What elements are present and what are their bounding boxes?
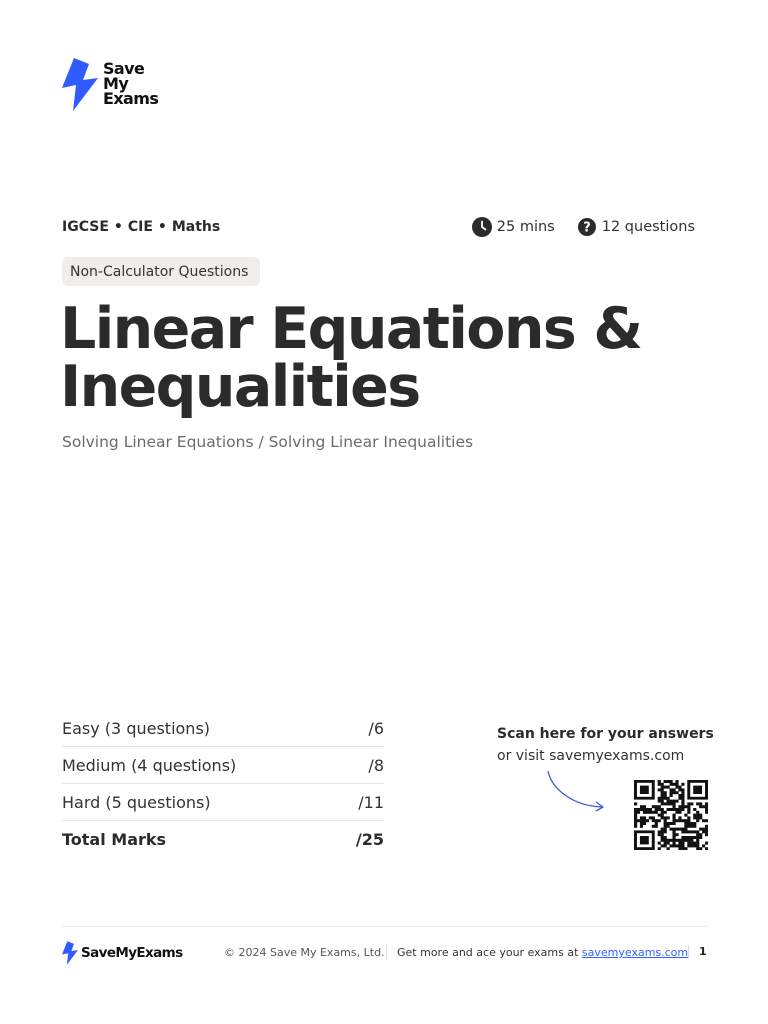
footer-divider (62, 926, 708, 927)
wordmark-line: My (103, 74, 129, 93)
answers-callout (497, 723, 714, 767)
question-type-chip: Non-Calculator Questions (62, 257, 260, 286)
marks-row-medium (62, 747, 384, 784)
curved-arrow-icon (544, 768, 608, 814)
marks-row-easy (62, 710, 384, 747)
course-breadcrumb (62, 219, 220, 235)
footer-separator (688, 945, 689, 959)
svg-text:?: ? (582, 220, 591, 236)
lightning-bolt-icon (62, 941, 78, 965)
question-count-info (577, 217, 695, 237)
page-number: 1 (699, 945, 707, 958)
subject-label: Maths (171, 219, 221, 235)
duration-text: 25 mins (496, 219, 555, 235)
footer-cta-text: Get more and ace your exams at (397, 946, 582, 959)
level-label: IGCSE (62, 219, 109, 235)
answers-subtext: or visit savemyexams.com (497, 748, 685, 764)
marks-label: Medium (4 questions) (62, 755, 237, 775)
title-line: Inequalities (60, 354, 420, 420)
marks-row-hard (62, 784, 384, 821)
footer-wordmark: SaveMyExams (81, 945, 183, 961)
duration-info (472, 217, 555, 237)
marks-label: Easy (3 questions) (62, 718, 211, 738)
title-line: Linear Equations & (60, 296, 642, 362)
lightning-bolt-icon (62, 58, 98, 111)
clock-icon (472, 217, 492, 237)
marks-row-total (62, 821, 384, 857)
page-subtitle: Solving Linear Equations / Solving Linear Inequalities (62, 433, 474, 451)
brand-wordmark (103, 61, 158, 106)
website-link[interactable]: savemyexams.com (581, 946, 689, 959)
question-count-text: 12 questions (601, 219, 695, 235)
wordmark-line: Save (103, 59, 145, 78)
answers-heading: Scan here for your answers (497, 726, 714, 742)
board-label: CIE (127, 219, 153, 235)
footer-cta (397, 946, 688, 959)
marks-label: Total Marks (62, 829, 167, 849)
separator: • (113, 219, 123, 235)
page-title (60, 296, 720, 420)
footer-logo[interactable] (62, 941, 183, 965)
marks-value: /6 (368, 718, 384, 738)
marks-value: /11 (358, 792, 384, 812)
marks-table (62, 710, 384, 857)
brand-logo (62, 58, 158, 111)
copyright-text: © 2024 Save My Exams, Ltd. (224, 946, 385, 959)
wordmark-line: Exams (103, 89, 159, 108)
question-circle-icon (577, 217, 597, 237)
footer-separator (386, 945, 387, 959)
marks-value: /8 (368, 755, 384, 775)
qr-code[interactable] (634, 780, 708, 850)
marks-label: Hard (5 questions) (62, 792, 211, 812)
quiz-info (472, 217, 695, 237)
marks-value: /25 (355, 829, 384, 849)
separator: • (157, 219, 167, 235)
